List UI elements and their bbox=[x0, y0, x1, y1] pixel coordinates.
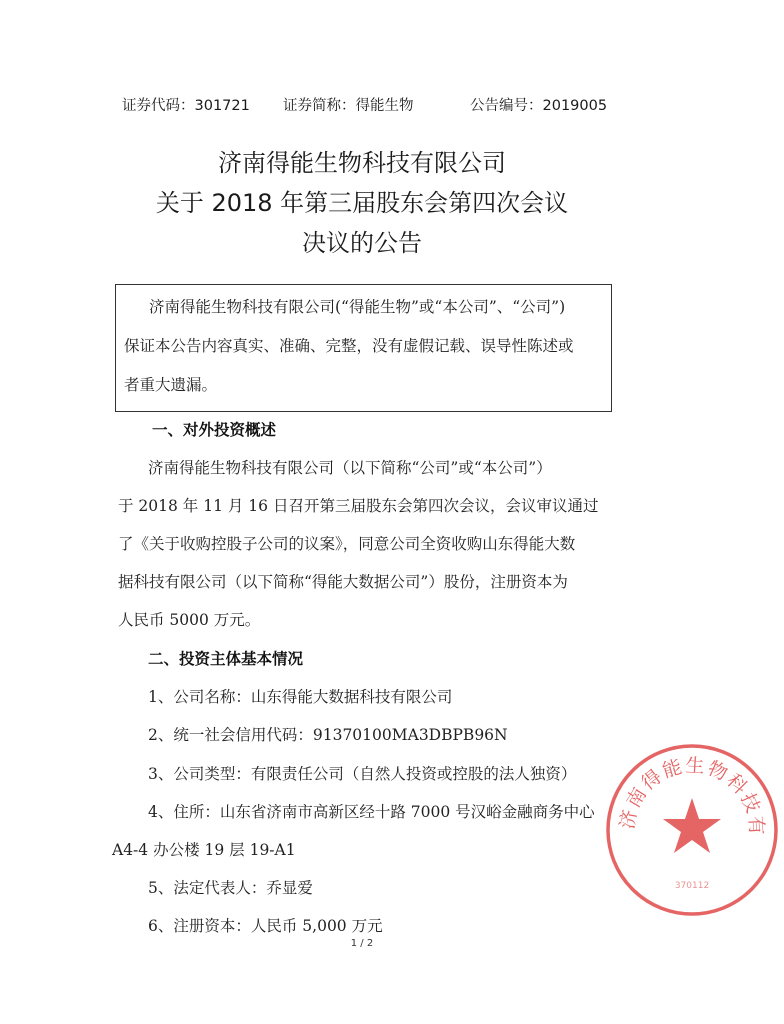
seal-text: 济南得能生物科技有 bbox=[616, 754, 768, 838]
section-1-line: 了《关于收购控股子公司的议案》，同意公司全资收购山东得能大数 bbox=[118, 535, 576, 553]
credit-code-item: 2、统一社会信用代码：91370100MA3DBPB96N bbox=[148, 726, 508, 744]
section-1-line: 济南得能生物科技有限公司（以下简称“公司”或“本公司”） bbox=[148, 459, 552, 477]
guarantee-notice-box bbox=[115, 284, 612, 412]
stock-code: 证券代码：301721 bbox=[122, 98, 250, 114]
company-type-item: 3、公司类型：有限责任公司（自然人投资或控股的法人独资） bbox=[148, 765, 577, 783]
seal-code: 370112 bbox=[674, 881, 710, 891]
announcement-number: 公告编号：2019005 bbox=[470, 98, 608, 114]
notice-line-2: 保证本公告内容真实、准确、完整，没有虚假记载、误导性陈述或 bbox=[124, 337, 574, 355]
legal-representative-item: 5、法定代表人：乔显爱 bbox=[148, 879, 313, 897]
title-line-3: 决议的公告 bbox=[302, 229, 422, 257]
section-1-line: 据科技有限公司（以下简称“得能大数据公司”）股份，注册资本为 bbox=[118, 573, 568, 591]
seal-star bbox=[663, 798, 721, 853]
announcement-header bbox=[0, 94, 724, 118]
company-seal bbox=[600, 738, 784, 922]
section-1-line: 于 2018 年 11 月 16 日召开第三届股东会第四次会议，会议审议通过 bbox=[118, 497, 599, 515]
address-item-continued: A4-4 办公楼 19 层 19-A1 bbox=[112, 841, 296, 859]
notice-line-1: 济南得能生物科技有限公司(“得能生物”或“本公司”、“公司”) bbox=[149, 298, 566, 316]
stock-abbreviation: 证券简称：得能生物 bbox=[283, 98, 414, 114]
section-1-line: 人民币 5000 万元。 bbox=[118, 611, 261, 629]
title-line-2: 关于 2018 年第三届股东会第四次会议 bbox=[155, 189, 569, 217]
address-item: 4、住所：山东省济南市高新区经十路 7000 号汉峪金融商务中心 bbox=[148, 803, 595, 821]
notice-line-3: 者重大遗漏。 bbox=[124, 376, 218, 394]
section-2-heading: 二、投资主体基本情况 bbox=[148, 650, 304, 668]
page-number: 1 / 2 bbox=[350, 938, 374, 949]
title-line-1: 济南得能生物科技有限公司 bbox=[218, 149, 506, 177]
registered-capital-item: 6、注册资本：人民币 5,000 万元 bbox=[148, 917, 383, 935]
section-1-heading: 一、对外投资概述 bbox=[152, 421, 277, 439]
company-name-item: 1、公司名称：山东得能大数据科技有限公司 bbox=[148, 688, 453, 706]
